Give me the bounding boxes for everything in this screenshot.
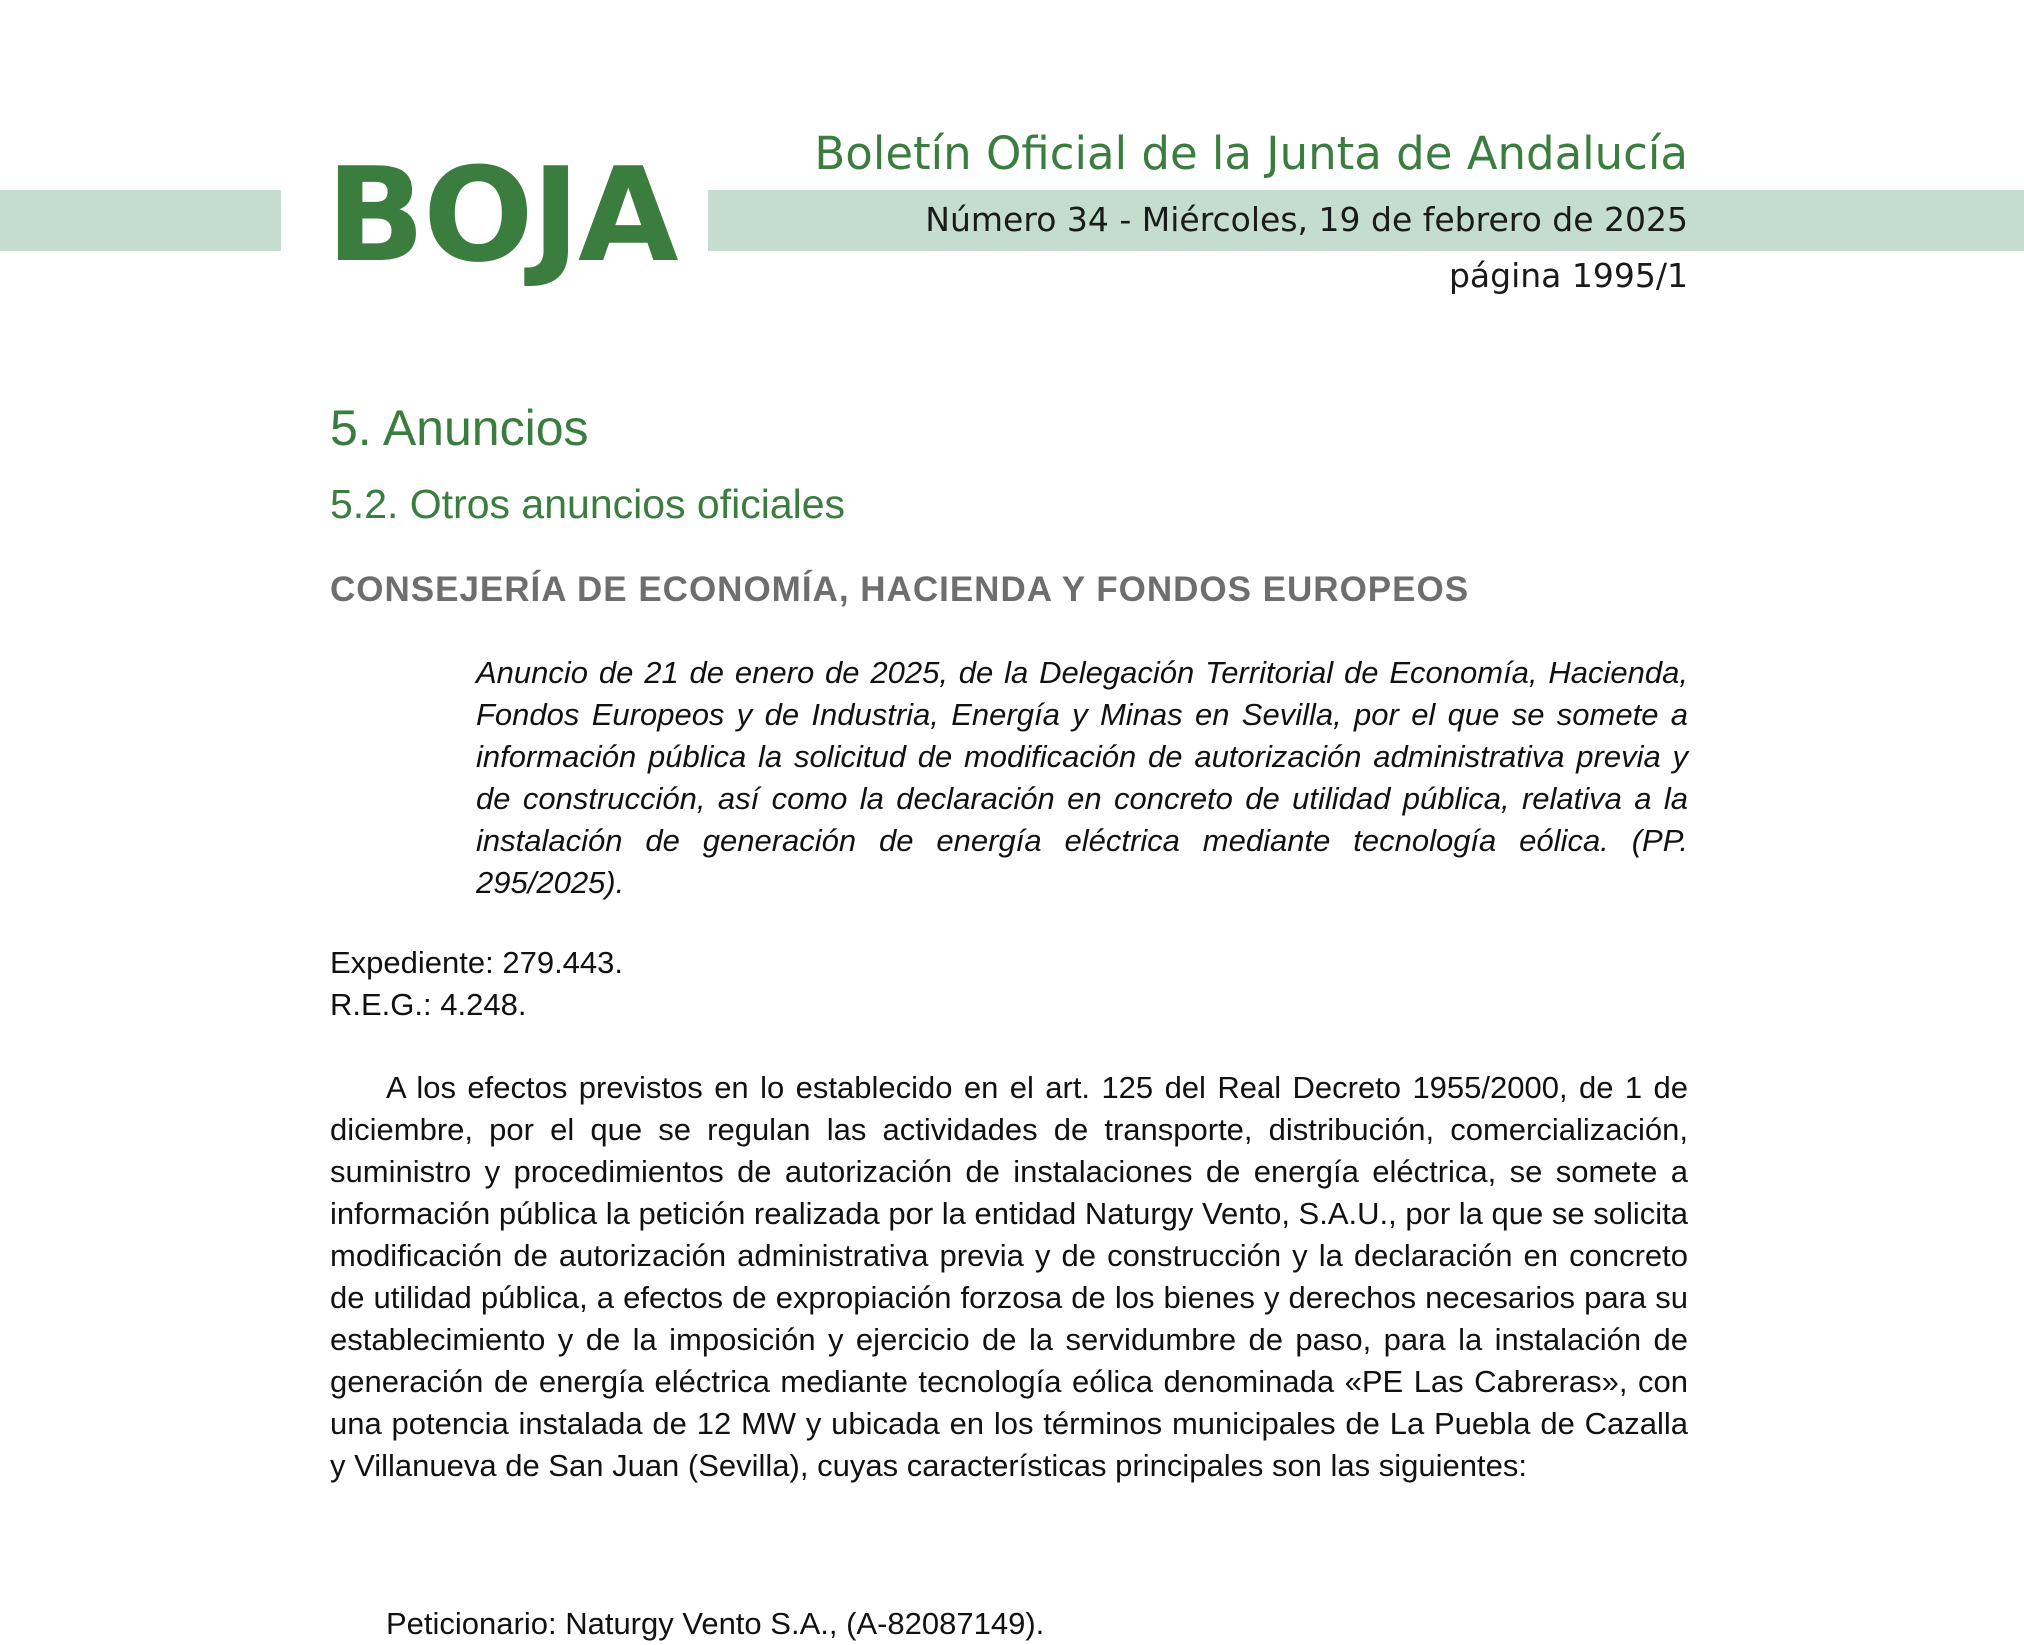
- issue-number-date: Número 34 - Miércoles, 19 de febrero de 2025: [925, 200, 1688, 239]
- file-references: [330, 942, 623, 1026]
- section-title: 5. Anuncios: [330, 400, 589, 456]
- header-band-left: [0, 190, 281, 251]
- issuing-authority: CONSEJERÍA DE ECONOMÍA, HACIENDA Y FONDOS EUROPEOS: [330, 570, 1470, 609]
- bulletin-title: Boletín Oficial de la Junta de Andalucía: [814, 127, 1688, 180]
- body-paragraph: A los efectos previstos en lo establecido en el art. 125 del Real Decreto 1955/2000, de 1 de diciembre, por el que se regulan las actividades de transporte, distribución, comercialización, suministro y procedimientos de autorización de instalaciones de energía eléctrica, se somete a información pública la petición realizada por la entidad Naturgy Vento, S.A.U., por la que se solicita modificación de autorización administrativa previa y de construcción y la declaración en concreto de utilidad pública, a efectos de expropiación forzosa de los bienes y derechos necesarios para su establecimiento y de la imposición y ejercicio de la servidumbre de paso, para la instalación de generación de energía eléctrica mediante tecnología eólica denominada «PE Las Cabreras», con una potencia instalada de 12 MW y ubicada en los términos municipales de La Puebla de Cazalla y Villanueva de San Juan (Sevilla), cuyas características principales son las siguientes:: [330, 1070, 1688, 1483]
- page-number: página 1995/1: [1448, 256, 1688, 295]
- boja-logo: BOJA: [326, 139, 677, 291]
- announcement-summary: Anuncio de 21 de enero de 2025, de la Delegación Territorial de Economía, Hacienda, Fondos Europeos y de Industria, Energía y Minas en Sevilla, por el que se somete a información pública la solicitud de modificación de autorización administrativa previa y de construcción, así como la declaración en concreto de utilidad pública, relativa a la instalación de generación de energía eléctrica mediante tecnología eólica. (PP. 295/2025).: [476, 655, 1688, 900]
- reg-number: R.E.G.: 4.248.: [330, 987, 527, 1022]
- petitioner-line: Peticionario: Naturgy Vento S.A., (A-82087149).: [386, 1606, 1045, 1641]
- expediente-number: Expediente: 279.443.: [330, 945, 624, 980]
- subsection-title: 5.2. Otros anuncios oficiales: [330, 481, 846, 527]
